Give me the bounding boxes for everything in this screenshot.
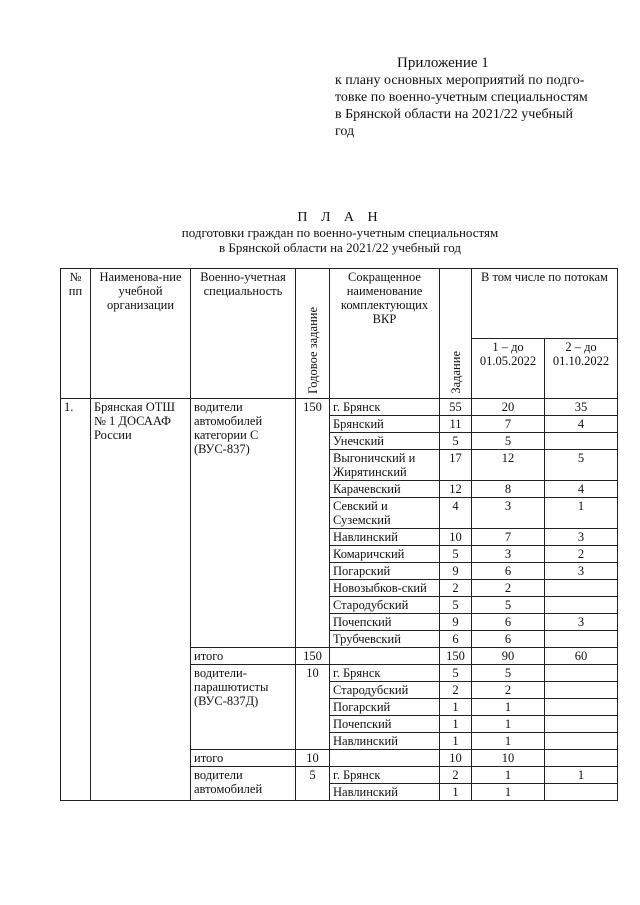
vkr-cell: г. Брянск	[330, 399, 440, 416]
stream2-cell: 1	[545, 498, 618, 529]
total-label: итого	[191, 750, 296, 767]
vkr-cell: Выгоничский и Жирятинский	[330, 450, 440, 481]
total-empty	[330, 750, 440, 767]
total-task: 10	[440, 750, 472, 767]
vkr-cell: Комаричский	[330, 546, 440, 563]
stream2-cell	[545, 682, 618, 699]
total-annual: 10	[296, 750, 330, 767]
appendix-line: товке по военно-учетным специальностям	[335, 90, 588, 105]
header-num: № пп	[61, 269, 91, 399]
stream2-cell	[545, 433, 618, 450]
plan-subtitle-1: подготовки граждан по военно-учетным специальностям	[181, 225, 499, 240]
vkr-cell: Трубчевский	[330, 631, 440, 648]
row-number: 1.	[61, 399, 91, 801]
task-cell: 1	[440, 733, 472, 750]
task-cell: 2	[440, 767, 472, 784]
stream1-cell: 6	[472, 631, 545, 648]
vkr-cell: Новозыбков-ский	[330, 580, 440, 597]
stream1-cell: 1	[472, 716, 545, 733]
task-cell: 1	[440, 784, 472, 801]
stream1-cell: 12	[472, 450, 545, 481]
stream1-cell: 6	[472, 614, 545, 631]
appendix-block	[335, 55, 625, 140]
stream1-cell: 8	[472, 481, 545, 498]
stream2-cell	[545, 597, 618, 614]
task-cell: 5	[440, 433, 472, 450]
total-empty	[330, 648, 440, 665]
plan-title: П Л А Н	[297, 210, 383, 225]
vkr-cell: Почепский	[330, 716, 440, 733]
header-org: Наименова-ние учебной организации	[91, 269, 191, 399]
task-cell: 2	[440, 682, 472, 699]
stream2-cell: 4	[545, 481, 618, 498]
total-stream2: 60	[545, 648, 618, 665]
stream2-cell	[545, 784, 618, 801]
stream1-cell: 1	[472, 733, 545, 750]
total-task: 150	[440, 648, 472, 665]
stream1-cell: 6	[472, 563, 545, 580]
vkr-cell: Карачевский	[330, 481, 440, 498]
plan-heading	[60, 210, 620, 255]
vkr-cell: Брянский	[330, 416, 440, 433]
stream2-cell: 4	[545, 416, 618, 433]
stream2-cell	[545, 716, 618, 733]
stream1-cell: 7	[472, 529, 545, 546]
task-cell: 9	[440, 614, 472, 631]
stream1-cell: 5	[472, 597, 545, 614]
stream2-cell: 3	[545, 529, 618, 546]
appendix-title: Приложение 1	[397, 55, 489, 71]
vkr-cell: Унечский	[330, 433, 440, 450]
total-annual: 150	[296, 648, 330, 665]
vkr-cell: Стародубский	[330, 597, 440, 614]
stream2-cell: 5	[545, 450, 618, 481]
vus-cell: водители автомобилей	[191, 767, 296, 801]
vkr-cell: Стародубский	[330, 682, 440, 699]
total-stream2	[545, 750, 618, 767]
stream2-cell: 35	[545, 399, 618, 416]
stream1-cell: 3	[472, 498, 545, 529]
annual-cell: 10	[296, 665, 330, 750]
vus-cell: водители автомобилей категории С (ВУС-837)	[191, 399, 296, 648]
total-label: итого	[191, 648, 296, 665]
vkr-cell: Погарский	[330, 563, 440, 580]
stream1-cell: 5	[472, 433, 545, 450]
vkr-cell: Навлинский	[330, 733, 440, 750]
task-cell: 17	[440, 450, 472, 481]
stream1-cell: 2	[472, 580, 545, 597]
task-cell: 9	[440, 563, 472, 580]
annual-cell: 5	[296, 767, 330, 801]
stream2-cell	[545, 631, 618, 648]
vkr-cell: Навлинский	[330, 784, 440, 801]
task-cell: 6	[440, 631, 472, 648]
vus-cell: водители-парашютисты (ВУС-837Д)	[191, 665, 296, 750]
plan-table	[60, 268, 618, 801]
total-stream1: 90	[472, 648, 545, 665]
annual-cell: 150	[296, 399, 330, 648]
vkr-cell: Погарский	[330, 699, 440, 716]
table-row	[61, 399, 618, 416]
stream2-cell	[545, 665, 618, 682]
task-cell: 10	[440, 529, 472, 546]
stream1-cell: 2	[472, 682, 545, 699]
vkr-cell: Навлинский	[330, 529, 440, 546]
stream2-cell	[545, 733, 618, 750]
vkr-cell: Почепский	[330, 614, 440, 631]
appendix-line: в Брянской области на 2021/22 учебный	[335, 107, 574, 122]
stream1-cell: 3	[472, 546, 545, 563]
header-vus: Военно-учетная специальность	[191, 269, 296, 399]
task-cell: 55	[440, 399, 472, 416]
task-cell: 5	[440, 546, 472, 563]
task-cell: 1	[440, 699, 472, 716]
task-cell: 2	[440, 580, 472, 597]
task-cell: 4	[440, 498, 472, 529]
vkr-cell: Севский и Суземский	[330, 498, 440, 529]
vkr-cell: г. Брянск	[330, 767, 440, 784]
stream2-cell: 2	[545, 546, 618, 563]
appendix-line: год	[335, 124, 355, 139]
vkr-cell: г. Брянск	[330, 665, 440, 682]
task-cell: 11	[440, 416, 472, 433]
header-stream-2: 2 – до 01.10.2022	[545, 339, 618, 399]
appendix-line: к плану основных мероприятий по подго-	[335, 73, 585, 88]
task-cell: 5	[440, 665, 472, 682]
total-stream1: 10	[472, 750, 545, 767]
header-task: Задание	[440, 269, 472, 399]
stream1-cell: 20	[472, 399, 545, 416]
task-cell: 5	[440, 597, 472, 614]
stream2-cell: 3	[545, 563, 618, 580]
task-cell: 1	[440, 716, 472, 733]
stream2-cell	[545, 580, 618, 597]
stream1-cell: 1	[472, 699, 545, 716]
stream1-cell: 5	[472, 665, 545, 682]
stream2-cell	[545, 699, 618, 716]
org-name: Брянская ОТШ № 1 ДОСААФ России	[91, 399, 191, 801]
plan-subtitle-2: в Брянской области на 2021/22 учебный год	[218, 240, 462, 255]
stream1-cell: 7	[472, 416, 545, 433]
header-stream-1: 1 – до 01.05.2022	[472, 339, 545, 399]
stream1-cell: 1	[472, 784, 545, 801]
header-annual: Годовое задание	[296, 269, 330, 399]
task-cell: 12	[440, 481, 472, 498]
stream2-cell: 1	[545, 767, 618, 784]
stream1-cell: 1	[472, 767, 545, 784]
stream2-cell: 3	[545, 614, 618, 631]
header-streams: В том числе по потокам	[472, 269, 618, 339]
header-vkr: Сокращенное наименование комплектующих ВКР	[330, 269, 440, 399]
